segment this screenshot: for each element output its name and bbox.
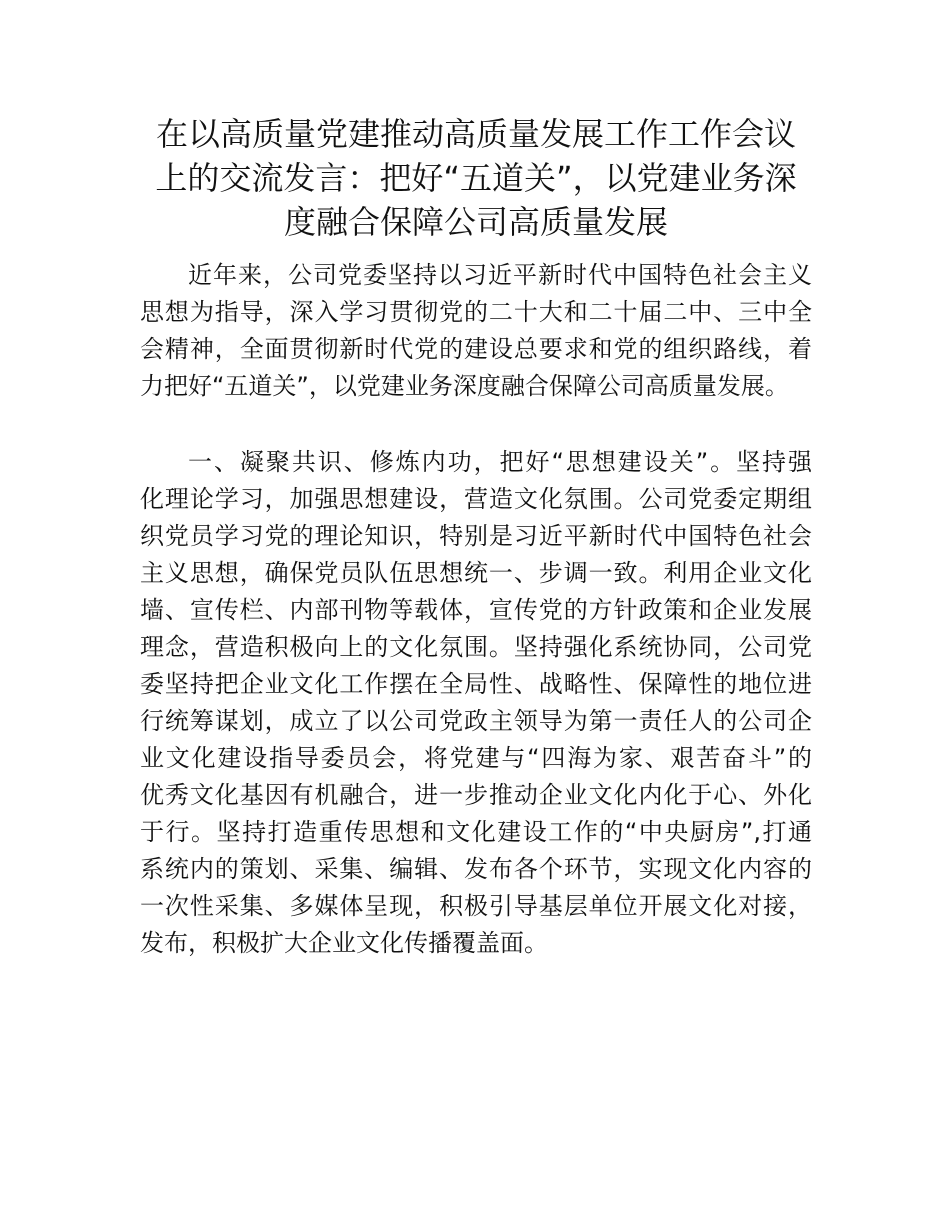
paragraph-line: 优秀文化基因有机融合，进一步推动企业文化内化于心、外化 <box>140 781 812 809</box>
paragraph-line: 于行。坚持打造重传思想和文化建设工作的“中央厨房”,打通 <box>140 818 812 846</box>
paragraph-line: 行统筹谋划，成立了以公司党政主领导为第一责任人的公司企 <box>140 707 812 735</box>
paragraph-line: 系统内的策划、采集、编辑、发布各个环节，实现文化内容的 <box>140 855 812 883</box>
paragraph-line: 发布，积极扩大企业文化传播覆盖面。 <box>140 929 548 957</box>
paragraph-line: 委坚持把企业文化工作摆在全局性、战略性、保障性的地位进 <box>140 670 812 698</box>
paragraph-line: 理念，营造积极向上的文化氛围。坚持强化系统协同，公司党 <box>140 633 812 661</box>
paragraph-line: 主义思想，确保党员队伍思想统一、步调一致。利用企业文化 <box>140 559 812 587</box>
paragraph-line: 会精神，全面贯彻新时代党的建设总要求和党的组织路线，着 <box>140 335 812 363</box>
document-title <box>140 112 812 244</box>
paragraph-line: 力把好“五道关”，以党建业务深度融合保障公司高质量发展。 <box>140 372 789 400</box>
paragraph-line: 近年来，公司党委坚持以习近平新时代中国特色社会主义 <box>188 261 812 289</box>
paragraph-line: 业文化建设指导委员会，将党建与“四海为家、艰苦奋斗”的 <box>140 744 812 772</box>
paragraph-line: 墙、宣传栏、内部刊物等载体，宣传党的方针政策和企业发展 <box>140 596 812 624</box>
section-one-paragraph <box>140 444 812 962</box>
title-line: 上的交流发言：把好“五道关”，以党建业务深 <box>155 159 797 197</box>
title-line: 在以高质量党建推动高质量发展工作工作会议 <box>155 115 796 153</box>
intro-paragraph <box>140 257 812 405</box>
paragraph-line: 一次性采集、多媒体呈现，积极引导基层单位开展文化对接， <box>140 892 812 920</box>
paragraph-line: 思想为指导，深入学习贯彻党的二十大和二十届二中、三中全 <box>140 298 812 326</box>
paragraph-line: 一、凝聚共识、修炼内功，把好“思想建设关”。坚持强 <box>188 448 812 476</box>
title-line: 度融合保障公司高质量发展 <box>283 203 668 241</box>
paragraph-line: 织党员学习党的理论知识，特别是习近平新时代中国特色社会 <box>140 522 812 550</box>
paragraph-line: 化理论学习，加强思想建设，营造文化氛围。公司党委定期组 <box>140 485 812 513</box>
